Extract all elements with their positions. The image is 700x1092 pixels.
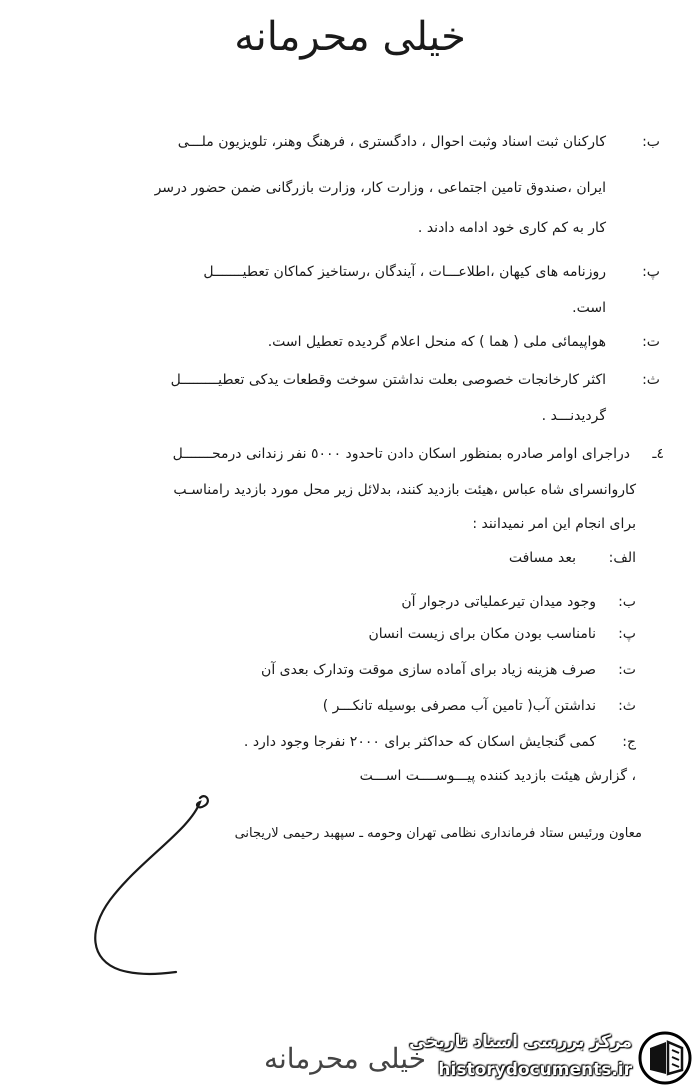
sub-item-text: نداشتن آب( تامین آب مصرفی بوسیله تانکـــر )	[322, 698, 596, 714]
para-b-line-3: کار به کم کاری خود ادامه دادند .	[417, 220, 606, 236]
sub-item-bullet: ج:	[622, 734, 636, 750]
sub-item-bullet: ث:	[618, 698, 636, 714]
para-t-bullet: ت:	[642, 334, 660, 350]
para-p-bullet: پ:	[642, 264, 660, 280]
sub-item-text: کمی گنجایش اسکان که حداکثر برای ۲۰۰۰ نفرجا وجود دارد .	[243, 734, 596, 750]
sub-item-text: بعد مسافت	[508, 550, 576, 566]
sub-item-bullet: ب:	[618, 594, 636, 610]
sub-item-bullet: الف:	[608, 550, 636, 566]
archive-name: مرکز بررسی اسناد تاریخی	[409, 1032, 632, 1052]
para-s-bullet: ث:	[642, 372, 660, 388]
para-p-line-1: روزنامه های کیهان ،اطلاعـــات ، آیندگان ،رستاخیز کماکان تعطیـــــــل	[203, 264, 606, 280]
archive-logo-icon	[636, 1030, 694, 1086]
para-b-line-2: ایران ،صندوق تامین اجتماعی ، وزارت کار، وزارت بازرگانی ضمن حضور درسر	[154, 180, 606, 196]
classification-header: خیلی محرمانه	[234, 14, 466, 60]
para-b-bullet: ب:	[642, 134, 660, 150]
para-4-line-2: کاروانسرای شاه عباس ،هیئت بازدید کنند، بدلائل زیر محل مورد بازدید رامناسـب	[173, 482, 636, 498]
sub-item-text: وجود میدان تیرعملیاتی درجوار آن	[401, 594, 596, 610]
archive-site: historydocuments.ir	[438, 1060, 632, 1080]
para-s-line-1: اکثر کارخانجات خصوصی بعلت نداشتن سوخت وقطعات یدکی تعطیـــــــــل	[170, 372, 606, 388]
sub-item-bullet: ت:	[618, 662, 636, 678]
para-4-bullet: ٤ـ	[652, 446, 664, 462]
para-4-line-3: برای انجام این امر نمیدانند :	[472, 516, 636, 532]
signature-mark	[80, 790, 230, 980]
para-b-line-1: کارکنان ثبت اسناد وثبت احوال ، دادگستری ، فرهنگ وهنر، تلویزیون ملـــی	[177, 134, 606, 150]
para-4-line-1: دراجرای اوامر صادره بمنظور اسکان دادن تاحدود ٥٠٠٠ نفر زندانی درمحـــــــل	[172, 446, 630, 462]
signatory-line: معاون ورئیس ستاد فرمانداری نظامی تهران وحومه ـ سپهبد رحیمی لاریجانی	[234, 826, 642, 841]
para-s-line-2: گردیدنـــد .	[541, 408, 606, 424]
attachment-note: ، گزارش هیئت بازدید کننده پیـــوســــت اســـت	[359, 768, 636, 784]
sub-item-text: صرف هزینه زیاد برای آماده سازی موقت وتدارک بعدی آن	[261, 662, 596, 678]
archive-watermark	[409, 1028, 696, 1088]
sub-item-bullet: پ:	[618, 626, 636, 642]
classification-footer: خیلی محرمانه	[263, 1042, 427, 1075]
para-p-line-2: است.	[572, 300, 606, 316]
para-t-line-1: هواپیمائی ملی ( هما ) که منحل اعلام گردیده تعطیل است.	[267, 334, 606, 350]
sub-item-text: نامناسب بودن مکان برای زیست انسان	[368, 626, 596, 642]
